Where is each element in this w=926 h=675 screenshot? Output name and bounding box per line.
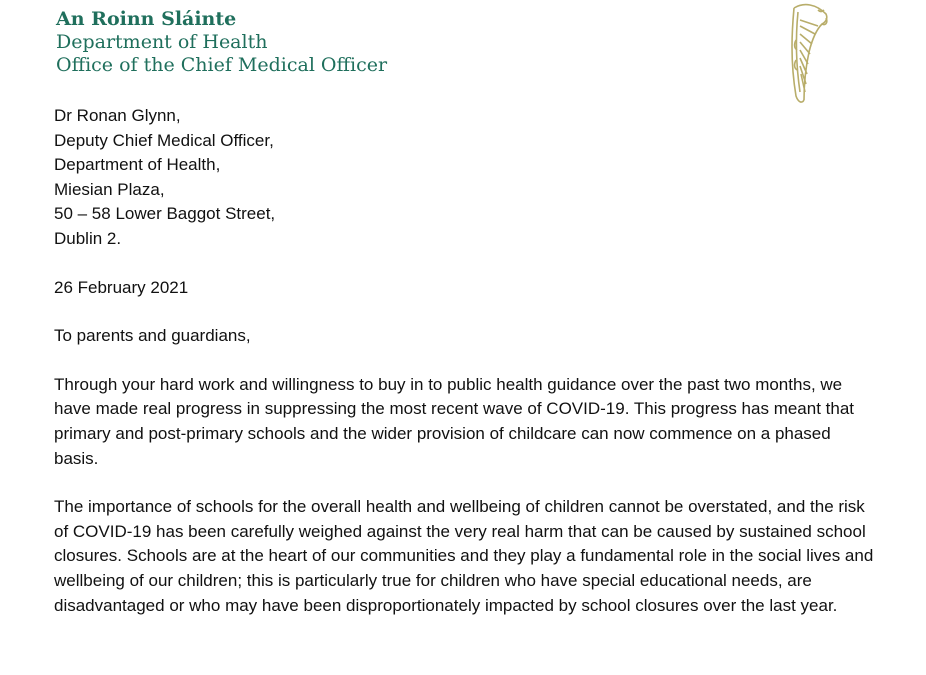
salutation: To parents and guardians, xyxy=(54,326,251,346)
address-line: Miesian Plaza, xyxy=(54,179,165,199)
address-line: Dr Ronan Glynn, xyxy=(54,106,181,125)
address-line: Dublin 2. xyxy=(54,228,122,248)
harp-emblem-icon xyxy=(782,0,832,108)
address-line: Deputy Chief Medical Officer, xyxy=(54,130,274,150)
department-name: Department of Health xyxy=(56,31,268,53)
department-irish-name: An Roinn Sláinte xyxy=(56,8,237,30)
letterhead xyxy=(56,8,387,77)
address-line: 50 – 58 Lower Baggot Street, xyxy=(54,204,276,224)
paragraph: Through your hard work and willingness to buy in to public health guidance over the past two months, we have made real progress in suppressing the most recent wave of COVID-19. This progress has meant that primary and post-primary schools and the wider provision of childcare can now commence on a phased basis. xyxy=(54,374,855,468)
office-name: Office of the Chief Medical Officer xyxy=(56,54,388,76)
letter-date: 26 February 2021 xyxy=(54,277,189,297)
address-line: Department of Health, xyxy=(54,155,221,175)
paragraph: The importance of schools for the overall health and wellbeing of children cannot be overstated, and the risk of COVID-19 has been carefully weighed against the very real harm that can be caused by sustained school closures. Schools are at the heart of our communities and they play a fundamental role in the social lives and wellbeing of our children; this is particularly true for children who have special educational needs, are disadvantaged or who may have been disproportionately impacted by school closures over the last year. xyxy=(54,497,874,615)
recipient-address xyxy=(54,104,874,252)
letter-body xyxy=(54,104,874,618)
